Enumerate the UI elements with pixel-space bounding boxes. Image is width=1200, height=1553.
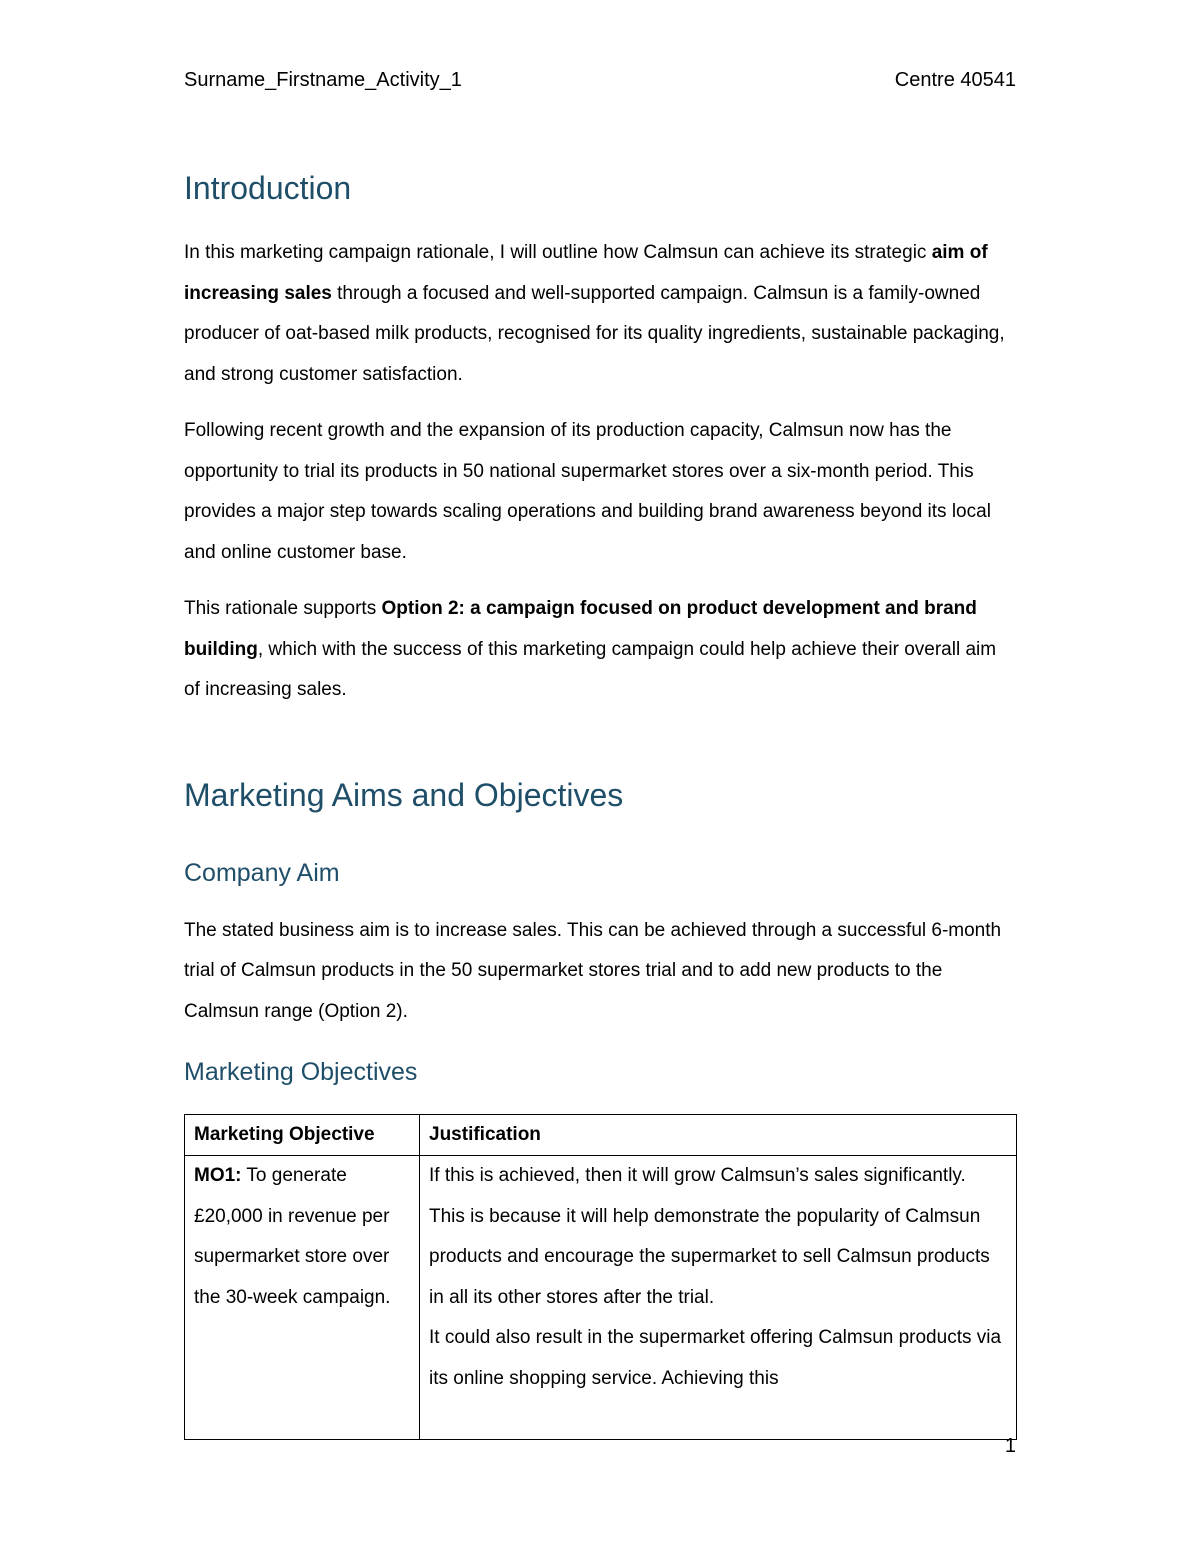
page-number: 1 xyxy=(1004,1435,1016,1457)
column-header-justification: Justification xyxy=(420,1115,1017,1156)
intro-p1-text-b: through a focused and well-supported campaign. Calmsun is a family-owned producer of oat-based milk products, recognised for its quality ingredients, sustainable packaging, and strong customer satisfaction. xyxy=(184,282,1005,385)
intro-p1-bold: aim of increasing sales xyxy=(184,242,988,304)
company-aim-heading: Company Aim xyxy=(184,858,340,887)
document-body xyxy=(184,166,1016,1440)
intro-p1-text-a: In this marketing campaign rationale, I will outline how Calmsun can achieve its strategic xyxy=(184,242,932,263)
objectives-table xyxy=(184,1114,1017,1440)
table-row xyxy=(185,1156,1017,1440)
objective-label: MO1: xyxy=(194,1165,242,1186)
introduction-heading: Introduction xyxy=(184,170,352,206)
header-centre-number: Centre 40541 xyxy=(894,69,1016,91)
objective-text: To generate £20,000 in revenue per supermarket store over the 30-week campaign. xyxy=(194,1165,391,1308)
intro-paragraph-2: Following recent growth and the expansion of its production capacity, Calmsun now has the opportunity to trial its products in 50 national supermarket stores over a six-month period. This provides a major step towards scaling operations and building brand awareness beyond its local and online customer base. xyxy=(184,420,991,563)
intro-p3-text-b: , which with the success of this marketing campaign could help achieve their overall aim of increasing sales. xyxy=(184,638,997,700)
justification-cell xyxy=(420,1156,1017,1440)
intro-p3-text-a: This rationale supports xyxy=(184,598,382,619)
company-aim-paragraph: The stated business aim is to increase sales. This can be achieved through a successful 6-month trial of Calmsun products in the 50 supermarket stores trial and to add new products to the Calmsun range (Option 2). xyxy=(184,919,1002,1022)
table-header-row xyxy=(185,1115,1017,1156)
intro-paragraph-1 xyxy=(184,233,1016,395)
header-filename: Surname_Firstname_Activity_1 xyxy=(184,69,462,91)
column-header-objective: Marketing Objective xyxy=(185,1115,420,1156)
marketing-aims-heading: Marketing Aims and Objectives xyxy=(184,776,624,813)
marketing-objectives-heading: Marketing Objectives xyxy=(184,1058,418,1086)
objective-cell xyxy=(185,1156,420,1440)
intro-paragraph-3 xyxy=(184,589,1016,711)
justification-paragraph-2: It could also result in the supermarket offering Calmsun products via its online shopping service. Achieving this xyxy=(429,1327,1002,1389)
intro-p3-bold: Option 2: a campaign focused on product development and brand building xyxy=(184,598,977,660)
justification-paragraph-1: If this is achieved, then it will grow Calmsun’s sales significantly. This is because it will help demonstrate the popularity of Calmsun products and encourage the supermarket to sell Calmsun products in all its other stores after the trial. xyxy=(429,1165,990,1308)
